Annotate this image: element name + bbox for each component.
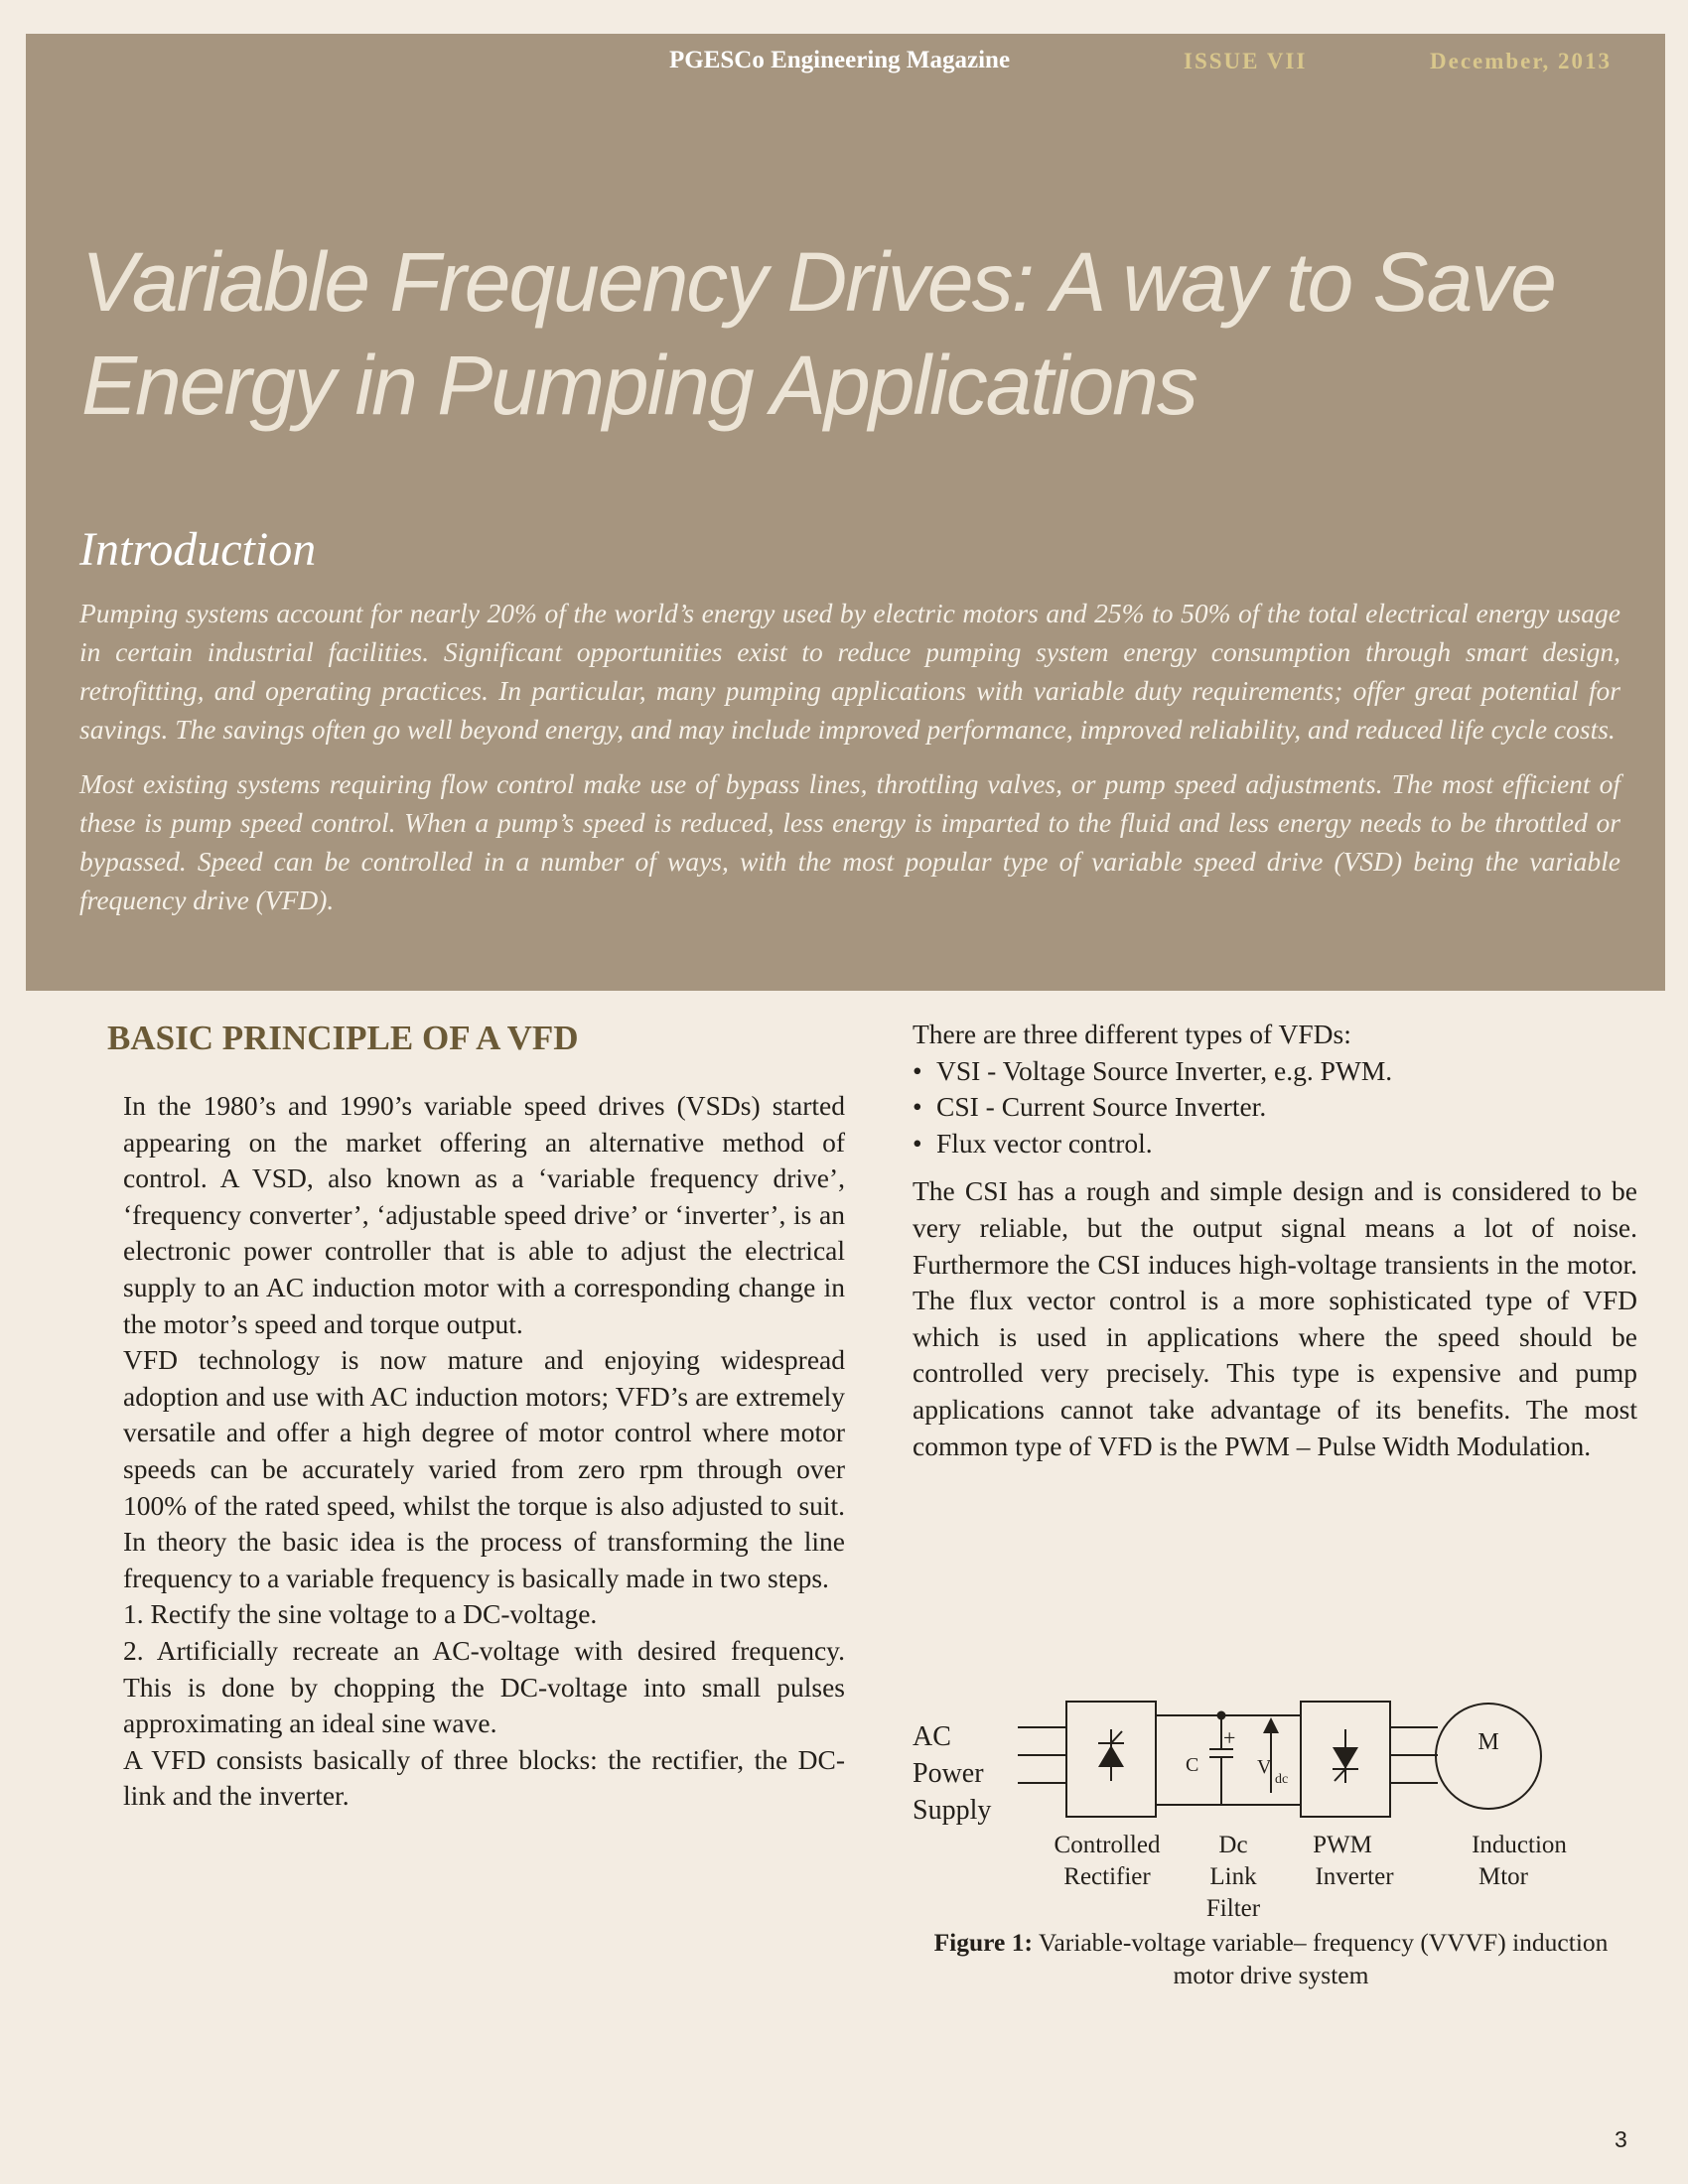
figure-caption: [904, 1926, 1638, 1991]
rectifier-label-2: Rectifier: [1063, 1863, 1151, 1890]
page-number: 3: [1615, 2126, 1627, 2152]
right-column: [913, 1017, 1637, 1464]
inverter-gate: [1335, 1769, 1345, 1781]
intro-paragraph: Most existing systems requiring flow control make use of bypass lines, throttling valves, or pump speed adjustments. The most efficient of these is pump speed control. When a pump’s speed is reduced, less energy is imparted to the fluid and less energy needs to be throttled or bypassed. Speed can be controlled in a number of ways, with the most popular type of variable speed drive (VSD) being the variable frequency drive (VFD).: [79, 768, 1620, 915]
motor-circle: [1436, 1704, 1541, 1809]
motor-label-2: Mtor: [1478, 1863, 1528, 1890]
body-paragraph: In the 1980’s and 1990’s variable speed drives (VSDs) started appearing on the market offering an alternative method of control. A VSD, also known as a ‘variable frequency drive’, ‘frequency converter’, ‘adjustable speed drive’ or ‘inverter’, is an electronic power controller that is able to adjust the electrical supply to an AC induction motor with a corresponding change in the motor’s speed and torque output.: [123, 1090, 845, 1339]
bullet-icon: •: [913, 1091, 922, 1123]
dclink-label-1: Dc: [1218, 1832, 1248, 1858]
types-intro: There are three different types of VFDs:: [913, 1019, 1351, 1049]
motor-label: M: [1477, 1729, 1499, 1755]
article-title-line-1: Variable Frequency Drives: A way to Save: [81, 235, 1556, 329]
bullet-icon: •: [913, 1127, 922, 1159]
list-item: • Flux vector control.: [913, 1126, 1637, 1162]
list-item: • VSI - Voltage Source Inverter, e.g. PWM.: [913, 1053, 1637, 1090]
dclink-label-3: Filter: [1205, 1895, 1261, 1922]
article-title-line-2: Energy in Pumping Applications: [81, 339, 1196, 432]
vdc-subscript: dc: [1275, 1772, 1289, 1787]
step-item: 2. Artificially recreate an AC-voltage with desired frequency. This is done by chopping the DC-voltage into small pulses approximating an ideal sine wave.: [123, 1634, 845, 1739]
inverter-label-2: Inverter: [1315, 1863, 1394, 1890]
body-paragraph: VFD technology is now mature and enjoying widespread adoption and use with AC induction motors; VFD’s are extremely versatile and offer a high degree of motor control where motor speeds can be accurately varied from zero rpm through over 100% of the rated speed, whilst the torque is also adjusted to suit. In theory the basic idea is the process of transforming the line frequency to a variable frequency is basically made in two steps.: [123, 1344, 845, 1593]
vdc-arrow-head: [1263, 1717, 1279, 1733]
dclink-label-2: Link: [1209, 1863, 1257, 1890]
supply-label-3: Supply: [913, 1795, 992, 1826]
issue-date: December, 2013: [1430, 49, 1612, 73]
step-item: 1. Rectify the sine voltage to a DC-voltage.: [123, 1598, 598, 1630]
intro-heading: Introduction: [79, 523, 317, 576]
issue-label: ISSUE VII: [1184, 49, 1308, 73]
supply-label-1: AC: [913, 1721, 951, 1752]
figure-caption-text: Variable-voltage variable– frequency (VVVF) induction motor drive system: [1032, 1928, 1609, 1989]
motor-label-1: Induction: [1472, 1832, 1567, 1858]
bullet-icon: •: [913, 1054, 922, 1086]
vdc-label: V: [1257, 1756, 1272, 1778]
magazine-name: PGESCo Engineering Magazine: [669, 47, 1011, 73]
list-item: • CSI - Current Source Inverter.: [913, 1089, 1637, 1126]
supply-label-2: Power: [913, 1758, 984, 1789]
capacitor-label: C: [1186, 1754, 1199, 1776]
diagram-svg: [904, 1688, 1638, 1926]
left-column: [123, 1088, 845, 1815]
figure-caption-label: Figure 1:: [933, 1928, 1033, 1957]
thyristor-icon: [1098, 1745, 1124, 1767]
inverter-label-1: PWM: [1313, 1832, 1372, 1858]
junction-dot: [1217, 1711, 1226, 1720]
intro-paragraph: Pumping systems account for nearly 20% of the world’s energy used by electric motors and 25% to 50% of the total electrical energy usage in certain industrial facilities. Significant opportunities exist to reduce pumping system energy consumption through smart design, retrofitting, and operating practices. In particular, many pumping applications with variable duty requirements; offer great potential for savings. The savings often go well beyond energy, and may include improved performance, improved reliability, and reduced life cycle costs.: [79, 598, 1620, 745]
csi-paragraph: The CSI has a rough and simple design and is considered to be very reliable, but the output signal means a lot of noise. Furthermore the CSI induces high-voltage transients in the motor. The flux vector control is a more sophisticated type of VFD which is used in applications where the speed should be controlled very precisely. This type is expensive and pump applications cannot take advantage of its benefits. The most common type of VFD is the PWM – Pulse Width Modulation.: [913, 1175, 1637, 1461]
plus-sign: +: [1223, 1725, 1236, 1750]
thyristor-gate: [1111, 1731, 1122, 1743]
article-title: [81, 230, 1630, 437]
intro-body: [79, 594, 1620, 935]
section-heading: BASIC PRINCIPLE OF A VFD: [107, 1019, 579, 1057]
rectifier-label-1: Controlled: [1054, 1832, 1161, 1858]
vfd-types-list: [913, 1053, 1637, 1162]
body-paragraph: A VFD consists basically of three blocks: the rectifier, the DC-link and the inverter.: [123, 1743, 845, 1812]
inverter-switch-icon: [1333, 1747, 1358, 1769]
